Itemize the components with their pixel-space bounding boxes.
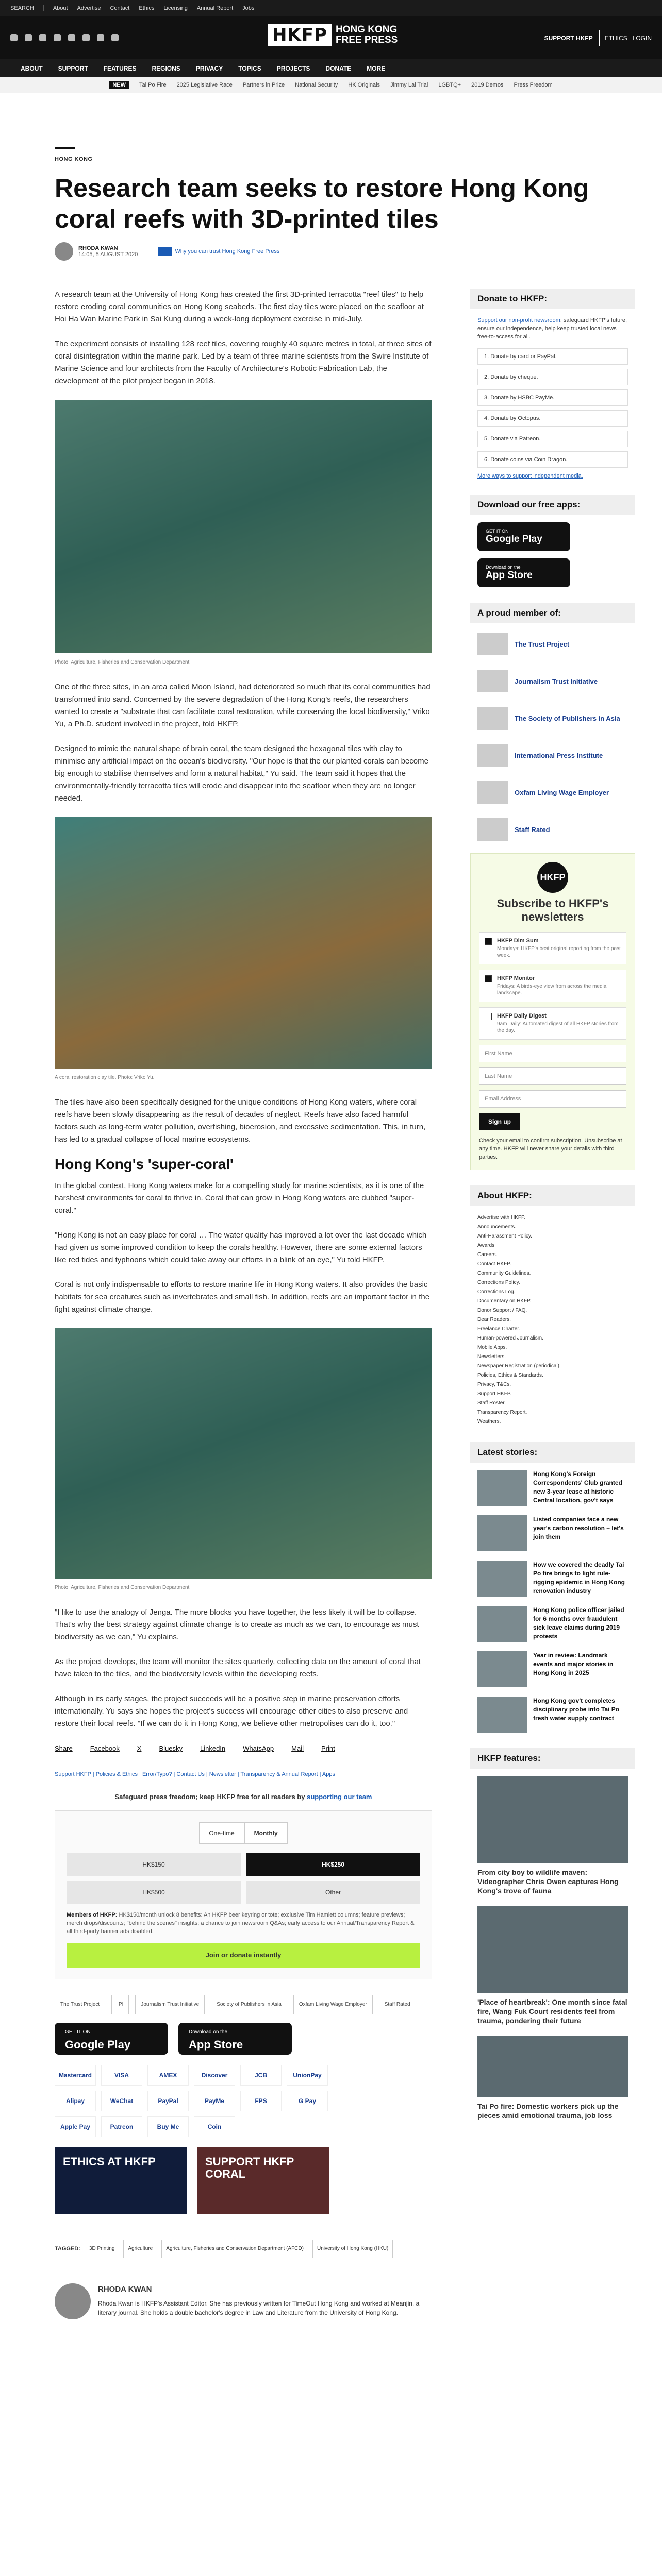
payment-logo: Patreon	[101, 2116, 142, 2137]
checkbox-checked-icon[interactable]	[485, 938, 492, 945]
about-link[interactable]: Corrections Policy.	[477, 1280, 520, 1285]
about-link[interactable]: Freelance Charter.	[477, 1326, 520, 1332]
safeguard-cta: Safeguard press freedom; keep HKFP free for all readers by supporting our team	[114, 1793, 372, 1801]
trending-link[interactable]: Tai Po Fire	[139, 82, 167, 88]
photo-caption: Photo: Agriculture, Fisheries and Conservation Department	[55, 659, 190, 665]
donate-intro: Support our non-profit newsroom: safeguard HKFP's future, ensure our independence, help keep trusted local news free-to-access for all.	[477, 317, 627, 340]
nav-regions[interactable]: REGIONS	[152, 64, 180, 72]
author-bio: Rhoda Kwan is HKFP's Assistant Editor. She has previously written for TimeOut Hong Kong and worked at Meanjin, a literary journal. She holds a double bachelor's degree in Law and Literature from the University of Hong Kong.	[98, 2300, 420, 2316]
topbar-link-annual-report[interactable]: Annual Report	[196, 5, 234, 11]
about-link[interactable]: Anti-Harassment Policy.	[477, 1233, 532, 1239]
nav-donate[interactable]: DONATE	[325, 64, 352, 72]
app-store-badge[interactable]: Download on the App Store	[477, 558, 570, 587]
donate-option[interactable]: 3. Donate by HSBC PayMe.	[477, 389, 628, 406]
paragraph: As the project develops, the team will monitor the sites quarterly, collecting data on the amount of coral that have taken to the tiles, and the biodiversity levels within the developing reefs.	[55, 1657, 421, 1679]
more-ways-link[interactable]: More ways to support independent media.	[477, 473, 583, 479]
checkbox-icon[interactable]	[485, 1013, 492, 1020]
story-thumbnail	[477, 1651, 527, 1687]
about-link[interactable]: Staff Roster.	[477, 1400, 506, 1406]
about-link[interactable]: Community Guidelines.	[477, 1270, 531, 1276]
nav-support[interactable]: SUPPORT	[58, 64, 88, 72]
payment-logo: Alipay	[55, 2091, 96, 2111]
amount-option[interactable]: HK$500	[67, 1881, 241, 1904]
share-mail[interactable]: Mail	[291, 1744, 304, 1752]
staff-rated-icon	[477, 818, 508, 841]
email-input[interactable]: Email Address	[479, 1090, 626, 1108]
about-link[interactable]: Announcements.	[477, 1224, 517, 1230]
amount-option-other[interactable]: Other	[246, 1881, 420, 1904]
about-list	[477, 1213, 628, 1427]
nonprofit-link[interactable]: Support our non-profit newsroom	[477, 317, 560, 324]
article-category[interactable]: HONG KONG	[55, 156, 93, 162]
paragraph: Designed to mimic the natural shape of brain coral, the team designed the hexagonal tiles with clay to minimise any artificial impact on the ocean's biodiversity. "Our hope is that the our planted corals can become big enough to stabilise themselves and form a natural habitat," Yu said. The team said it hopes that the environmentally-friendly terracotta tiles will erode and disappear into the seafloor when they are no longer needed.	[55, 744, 428, 803]
share-print[interactable]: Print	[321, 1744, 335, 1752]
paragraph: A research team at the University of Hong Kong has created the first 3D-printed terracotta "reef tiles" to help restore eroding coral communities on Hong Kong seabeds. The first clay tiles were placed on the seafloor at Hoi Ha Wan Marine Park in Sai Kung during a week-long deployment exercise in mid-July.	[55, 290, 424, 324]
linkedin-icon[interactable]	[82, 34, 90, 41]
apps-heading: Download our free apps:	[470, 495, 635, 515]
newsletter-option[interactable]: HKFP Daily Digest 9am Daily: Automated digest of all HKFP stories from the day.	[479, 1007, 626, 1040]
trending-link[interactable]: 2025 Legislative Race	[176, 82, 233, 88]
trending-link[interactable]: Jimmy Lai Trial	[390, 82, 428, 88]
topbar-link-about[interactable]: About	[53, 5, 68, 11]
trust-project-logo[interactable]: The Trust Project	[55, 1995, 105, 2014]
oxfam-logo[interactable]: Oxfam Living Wage Employer	[293, 1995, 373, 2014]
payment-logo: Buy Me	[147, 2116, 189, 2137]
share-link[interactable]: Share	[55, 1744, 73, 1752]
amount-option-selected[interactable]: HK$250	[246, 1853, 420, 1876]
paragraph: Although in its early stages, the project succeeds will be a positive step in marine preservation efforts internationally. Yu says she hopes the project's success will encourage other cities to also preserve and restore their local reefs. "If we can do it in Hong Kong, we believe other metropolises can do it, too."	[55, 1694, 408, 1728]
payment-logo: Apple Pay	[55, 2116, 96, 2137]
trending-link[interactable]: National Security	[295, 82, 338, 88]
latest-story[interactable]: Hong Kong's Foreign Correspondents' Club granted new 3-year lease at historic Central location, gov't says	[477, 1470, 628, 1506]
donate-option[interactable]: 4. Donate by Octopus.	[477, 410, 628, 427]
support-team-link[interactable]: supporting our team	[307, 1793, 372, 1801]
about-link[interactable]: Privacy, T&Cs.	[477, 1382, 511, 1387]
last-name-input[interactable]: Last Name	[479, 1067, 626, 1085]
nav-more[interactable]: MORE	[367, 64, 386, 72]
reef-tiles-photo	[55, 1328, 432, 1579]
member-logo[interactable]: Journalism Trust Initiative	[477, 668, 628, 694]
about-link[interactable]: Careers.	[477, 1252, 498, 1258]
payment-methods	[55, 2065, 343, 2137]
membership-logos	[55, 1995, 432, 2014]
signup-button[interactable]: Sign up	[479, 1113, 520, 1130]
about-link[interactable]: Support HKFP.	[477, 1391, 511, 1397]
newsletter-option[interactable]: HKFP Dim Sum Mondays: HKFP's best original reporting from the past week.	[479, 932, 626, 964]
about-link[interactable]: Advertise with HKFP.	[477, 1215, 526, 1221]
paragraph: The experiment consists of installing 128 reef tiles, covering roughly 40 square metres in total, at three sites of coral disintegration within the marine park. Led by a team of three marine scientists from the Swire Institute of Marine Science and four architects from the Faculty of Architecture's Robotic Fabrication Lab, the development of the pilot project began in 2018.	[55, 340, 432, 385]
payment-logo: G Pay	[287, 2091, 328, 2111]
about-link[interactable]: Weathers.	[477, 1419, 501, 1425]
site-logo[interactable]	[268, 24, 398, 46]
trending-bar	[0, 77, 662, 93]
feature-story[interactable]: 'Place of heartbreak': One month since fatal fire, Wang Fuk Court residents feel from trauma, pondering their future	[477, 1906, 628, 2025]
amount-options	[67, 1853, 420, 1904]
one-time-tab[interactable]: One-time	[199, 1822, 244, 1844]
newsletter-option[interactable]: HKFP Monitor Fridays: A birds-eye view from across the media landscape.	[479, 970, 626, 1002]
amount-option[interactable]: HK$150	[67, 1853, 241, 1876]
nav-projects[interactable]: PROJECTS	[276, 64, 310, 72]
sidebar	[470, 289, 635, 2130]
search-link[interactable]: SEARCH	[10, 5, 34, 11]
payment-logo: Mastercard	[55, 2065, 96, 2086]
instagram-icon[interactable]	[39, 34, 46, 41]
payment-logo: WeChat	[101, 2091, 142, 2111]
x-icon[interactable]	[25, 34, 32, 41]
main-nav	[0, 59, 662, 77]
newsletter-heading: Subscribe to HKFP's newsletters	[496, 897, 609, 923]
about-link[interactable]: Awards.	[477, 1243, 496, 1248]
share-bar	[55, 1742, 432, 1755]
donation-widget	[55, 1810, 432, 1979]
tag[interactable]: Agriculture, Fisheries and Conservation Department (AFCD)	[161, 2240, 308, 2258]
trust-project-icon	[477, 633, 508, 655]
join-donate-button[interactable]: Join or donate instantly	[67, 1943, 420, 1968]
ethics-link[interactable]: ETHICS	[604, 35, 627, 42]
latest-story[interactable]: How we covered the deadly Tai Po fire brings to light rule-rigging epidemic in Hong Kong renovation industry	[477, 1561, 628, 1597]
support-hkfp-button[interactable]: SUPPORT HKFP	[538, 30, 600, 46]
facebook-icon[interactable]	[10, 34, 18, 41]
support-banner[interactable]: SUPPORT HKFP CORAL	[197, 2147, 329, 2214]
author-name[interactable]: RHODA KWAN	[78, 245, 118, 251]
about-link[interactable]: Donor Support / FAQ.	[477, 1308, 527, 1313]
story-thumbnail	[477, 1470, 527, 1506]
payment-logo: Discover	[194, 2065, 235, 2086]
newsletter-signup	[470, 853, 635, 1170]
author-photo	[55, 2283, 91, 2319]
author-box	[55, 2274, 432, 2330]
payment-logo: Coin	[194, 2116, 235, 2137]
article-tags	[55, 2230, 432, 2258]
topbar-link-advertise[interactable]: Advertise	[77, 5, 101, 11]
section-heading: Hong Kong's 'super-coral'	[55, 1156, 234, 1172]
story-thumbnail	[477, 1697, 527, 1733]
feature-story[interactable]: Tai Po fire: Domestic workers pick up the pieces amid emotional trauma, job loss	[477, 2036, 628, 2120]
features-heading: HKFP features:	[470, 1748, 635, 1769]
article-title: Research team seeks to restore Hong Kong coral reefs with 3D-printed tiles	[55, 174, 589, 233]
about-link[interactable]: Documentary on HKFP.	[477, 1298, 532, 1304]
top-utility-bar	[0, 0, 662, 16]
tags-label: TAGGED:	[55, 2246, 80, 2252]
about-heading: About HKFP:	[470, 1185, 635, 1206]
masthead	[0, 16, 662, 59]
trust-badge-icon	[158, 247, 172, 256]
newsletter-logo: HKFP	[537, 862, 568, 893]
jti-icon	[477, 670, 508, 692]
story-thumbnail	[477, 1561, 527, 1597]
clay-tile-photo	[55, 817, 432, 1069]
logo-mark: HKFP	[268, 24, 332, 46]
sopa-logo[interactable]: Society of Publishers in Asia	[211, 1995, 287, 2014]
feature-image	[477, 1776, 628, 1863]
story-thumbnail	[477, 1515, 527, 1551]
about-link[interactable]: Dear Readers.	[477, 1317, 511, 1323]
membership-description: Members of HKFP: HK$150/month unlock 8 benefits: An HKFP beer keyring or tote; exclusive Tim Hamlett columns; feature previews; merch drops/discounts; "behind the scenes" insights; a chance to join newsroom Q&As; early access to our Annual/Transparency Report & all third-party banner ads disabled.	[67, 1912, 415, 1935]
ethics-banner[interactable]: ETHICS AT HKFP	[55, 2147, 187, 2214]
oxfam-icon	[477, 781, 508, 804]
about-link[interactable]: Policies, Ethics & Standards.	[477, 1372, 543, 1378]
feature-image	[477, 1906, 628, 1993]
new-badge: NEW	[109, 81, 129, 89]
payment-logo: AMEX	[147, 2065, 189, 2086]
payment-logo: PayMe	[194, 2091, 235, 2111]
topbar-link-ethics[interactable]: Ethics	[139, 5, 155, 11]
tag[interactable]: Agriculture	[123, 2240, 157, 2258]
google-play-badge[interactable]: GET IT ON Google Play	[477, 522, 570, 551]
paragraph: "I like to use the analogy of Jenga. The more blocks you have together, the less likely it will be to collapse. That's why the best strategy against climate change is to create as much as we can, to encourage as must biodiversity as we can," Yu explains.	[55, 1608, 419, 1641]
about-link[interactable]: Corrections Log.	[477, 1289, 516, 1295]
paragraph: In the global context, Hong Kong waters make for a compelling study for marine scientists, as it is one of the harshest environments for coral to thrive in. Coral that can grow in Hong Kong waters are dubbed "super-coral."	[55, 1181, 424, 1215]
trending-link[interactable]: LGBTQ+	[438, 82, 461, 88]
paragraph: "Hong Kong is not an easy place for coral … The water quality has improved a lot over the last decade which had given us some improved condition to keep the corals healthy. However, there are some external factors like red tides and typhoons which could take away our efforts in a blink of an eye," Yu told HKFP.	[55, 1231, 427, 1264]
about-link[interactable]: Human-powered Journalism.	[477, 1335, 543, 1341]
latest-story[interactable]: Hong Kong police officer jailed for 6 months over fraudulent sick leave claims during 2019 protests	[477, 1606, 628, 1642]
trust-link[interactable]: Why you can trust Hong Kong Free Press	[158, 247, 279, 256]
about-link[interactable]: Newspaper Registration (periodical).	[477, 1363, 561, 1369]
payment-logo: FPS	[240, 2091, 282, 2111]
trending-link[interactable]: 2019 Demos	[471, 82, 504, 88]
latest-story[interactable]: Year in review: Landmark events and major stories in Hong Kong in 2025	[477, 1651, 628, 1687]
share-whatsapp[interactable]: WhatsApp	[243, 1744, 274, 1752]
frequency-toggle	[67, 1822, 420, 1844]
member-logo[interactable]: The Society of Publishers in Asia	[477, 705, 628, 732]
topbar-link-jobs[interactable]: Jobs	[242, 5, 255, 11]
diver-photo	[55, 400, 432, 653]
share-linkedin[interactable]: LinkedIn	[200, 1744, 226, 1752]
member-logo[interactable]: International Press Institute	[477, 742, 628, 769]
paragraph: One of the three sites, in an area called Moon Island, had deteriorated so much that its coral communities had transformed into sand. Concerned by the severe degradation of the Hong Kong's reefs, the researchers wanted to create a "substrate that can facilitate coral restoration, while conserving the local biodiversity," Vriko Yu, a Ph.D. student involved in the project, told HKFP.	[55, 683, 431, 728]
donate-option[interactable]: 6. Donate coins via Coin Dragon.	[477, 451, 628, 468]
author-box-name[interactable]: RHODA KWAN	[98, 2285, 152, 2294]
payment-logo: VISA	[101, 2065, 142, 2086]
member-logo[interactable]: The Trust Project	[477, 631, 628, 657]
jti-logo[interactable]: Journalism Trust Initiative	[135, 1995, 205, 2014]
trending-link[interactable]: HK Originals	[348, 82, 380, 88]
latest-story[interactable]: Listed companies face a new year's carbon resolution – let's join them	[477, 1515, 628, 1551]
feature-image	[477, 2036, 628, 2097]
donate-option[interactable]: 1. Donate by card or PayPal.	[477, 348, 628, 365]
byline	[55, 242, 279, 261]
payment-logo: JCB	[240, 2065, 282, 2086]
divider	[43, 5, 44, 11]
checkbox-checked-icon[interactable]	[485, 975, 492, 982]
promo-banners	[55, 2147, 432, 2214]
about-link[interactable]: Contact HKFP.	[477, 1261, 511, 1267]
trending-link[interactable]: Partners in Prize	[242, 82, 285, 88]
topbar-link-licensing[interactable]: Licensing	[163, 5, 188, 11]
share-bluesky[interactable]: Bluesky	[159, 1744, 183, 1752]
google-play-badge[interactable]: GET IT ON Google Play	[55, 2023, 168, 2055]
login-link[interactable]: LOGIN	[632, 35, 652, 42]
payment-logo: UnionPay	[287, 2065, 328, 2086]
donate-heading: Donate to HKFP:	[470, 289, 635, 309]
tag[interactable]: University of Hong Kong (HKU)	[312, 2240, 393, 2258]
kicker-rule	[55, 147, 75, 149]
photo-caption: Photo: Agriculture, Fisheries and Conservation Department	[55, 1585, 190, 1590]
first-name-input[interactable]: First Name	[479, 1045, 626, 1062]
donate-option[interactable]: 2. Donate by cheque.	[477, 369, 628, 385]
member-heading: A proud member of:	[470, 603, 635, 623]
logo-text: HONG KONG FREE PRESS	[335, 24, 398, 45]
policy-links[interactable]: Support HKFP | Policies & Ethics | Error/Typo? | Contact Us | Newsletter | Transparency & Annual Report | Apps	[55, 1771, 335, 1777]
nav-about[interactable]: ABOUT	[21, 64, 43, 72]
youtube-icon[interactable]	[68, 34, 75, 41]
member-logo[interactable]: Oxfam Living Wage Employer	[477, 779, 628, 806]
member-logo[interactable]: Staff Rated	[477, 816, 628, 843]
bluesky-icon[interactable]	[97, 34, 104, 41]
tag[interactable]: 3D Printing	[85, 2240, 119, 2258]
author-avatar	[55, 242, 73, 261]
topbar-link-contact[interactable]: Contact	[110, 5, 130, 11]
sopa-icon	[477, 707, 508, 730]
share-facebook[interactable]: Facebook	[90, 1744, 120, 1752]
ipi-logo[interactable]: IPI	[111, 1995, 129, 2014]
feature-story[interactable]: From city boy to wildlife maven: Videographer Chris Owen captures Hong Kong's trove of fauna	[477, 1776, 628, 1895]
story-thumbnail	[477, 1606, 527, 1642]
threads-icon[interactable]	[54, 34, 61, 41]
nav-features[interactable]: FEATURES	[103, 64, 137, 72]
photo-caption: A coral restoration clay tile. Photo: Vriko Yu.	[55, 1075, 155, 1080]
about-link[interactable]: Newsletters.	[477, 1354, 506, 1360]
nav-topics[interactable]: TOPICS	[238, 64, 261, 72]
app-store-badges	[55, 2023, 432, 2055]
latest-story[interactable]: Hong Kong gov't completes disciplinary probe into Tai Po fresh water supply contract	[477, 1697, 628, 1733]
about-link[interactable]: Mobile Apps.	[477, 1345, 507, 1350]
social-icons	[10, 34, 119, 41]
trending-link[interactable]: Press Freedom	[514, 82, 553, 88]
donate-option[interactable]: 5. Donate via Patreon.	[477, 431, 628, 447]
masthead-actions	[538, 30, 652, 46]
publish-date: 14:05, 5 AUGUST 2020	[78, 251, 138, 258]
payment-logo: PayPal	[147, 2091, 189, 2111]
latest-heading: Latest stories:	[470, 1442, 635, 1463]
monthly-tab[interactable]: Monthly	[244, 1822, 288, 1844]
nav-privacy[interactable]: PRIVACY	[195, 64, 223, 72]
staff-rated-logo[interactable]: Staff Rated	[379, 1995, 416, 2014]
paragraph: Coral is not only indispensable to efforts to restore marine life in Hong Kong waters. It also provides the basic habitats for sea creatures such as invertebrates and small fish. In addition, reefs are an important factor in the fight against climate change.	[55, 1280, 430, 1314]
about-link[interactable]: Transparency Report.	[477, 1410, 527, 1415]
newsletter-note: Check your email to confirm subscription. Unsubscribe at any time. HKFP will never share your details with third parties.	[479, 1138, 622, 1160]
paragraph: The tiles have also been specifically designed for the unique conditions of Hong Kong waters, where coral reefs have been slowly disappearing as the result of decades of neglect. Reefs have also faced harmful factors such as long-term water pollution, overfishing, bioerosion, and excessive sedimentation. This, in turn, has led to a gradual collapse of local marine ecosystems.	[55, 1098, 426, 1144]
article-body	[55, 289, 432, 2330]
share-x[interactable]: X	[137, 1744, 142, 1752]
app-store-badge[interactable]: Download on the App Store	[178, 2023, 292, 2055]
telegram-icon[interactable]	[111, 34, 119, 41]
ipi-icon	[477, 744, 508, 767]
